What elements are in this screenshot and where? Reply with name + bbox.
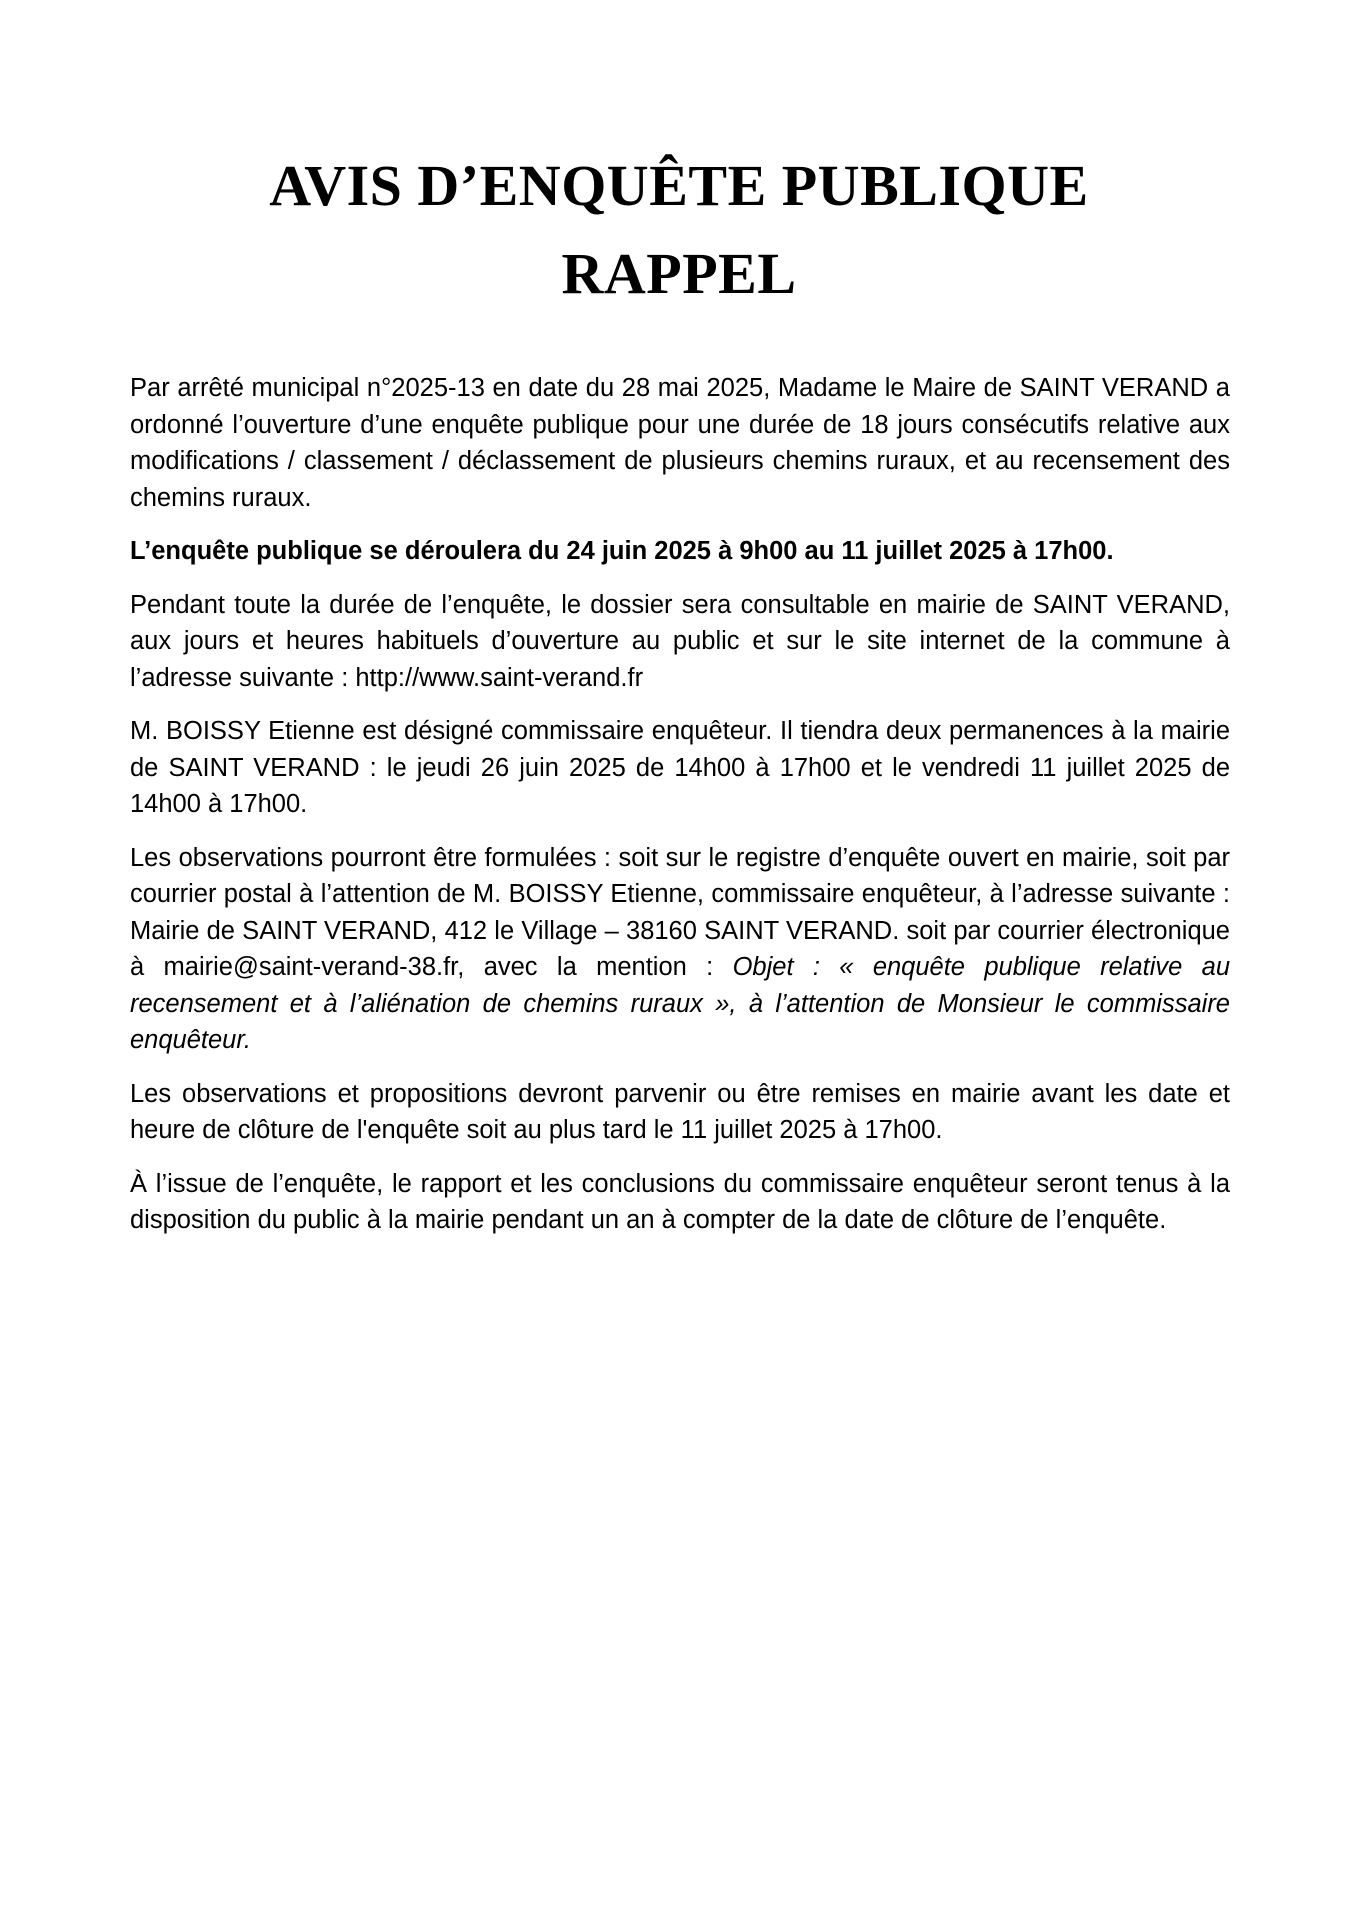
paragraph-inquiry-dates: L’enquête publique se déroulera du 24 juin 2025 à 9h00 au 11 juillet 2025 à 17h00. <box>130 537 1114 565</box>
paragraph-observations <box>130 840 1230 1059</box>
observations-text: Les observations pourront être formulées : soit sur le registre d’enquête ouvert en mairie, soit par courrier postal à l’attention de M. BOISSY Etienne, commissaire enquêteur, à l’adresse suivante : Mairie de SAINT VERAND, 412 le Village – 38160 SAINT VERAND. soit par courrier électronique à mairie@saint-verand-38.fr, avec la mention : <box>130 843 1230 981</box>
paragraph-decree: Par arrêté municipal n°2025-13 en date du 28 mai 2025, Madame le Maire de SAINT VERAND a ordonné l’ouverture d’une enquête publique pour une durée de 18 jours consécutifs relative aux modifications / classement / déclassement de plusieurs chemins ruraux, et au recensement des chemins ruraux. <box>130 374 1230 512</box>
title-line-2: RAPPEL <box>561 241 797 306</box>
notice-body <box>130 370 1230 1256</box>
observations-mention: Objet : « enquête publique relative au recensement et à l’aliénation de chemins ruraux », à l’attention de Monsieur le commissaire enquêteur. <box>130 953 1230 1054</box>
paragraph-commissioner: M. BOISSY Etienne est désigné commissaire enquêteur. Il tiendra deux permanences à la mairie de SAINT VERAND : le jeudi 26 juin 2025 de 14h00 à 17h00 et le vendredi 11 juillet 2025 de 14h00 à 17h00. <box>130 717 1230 818</box>
page-title <box>0 142 1358 318</box>
title-line-1: AVIS D’ENQUÊTE PUBLIQUE <box>269 153 1089 218</box>
paragraph-deadline: Les observations et propositions devront parvenir ou être remises en mairie avant les date et heure de clôture de l'enquête soit au plus tard le 11 juillet 2025 à 17h00. <box>130 1079 1230 1144</box>
paragraph-report: À l’issue de l’enquête, le rapport et les conclusions du commissaire enquêteur seront tenus à la disposition du public à la mairie pendant un an à compter de la date de clôture de l’enquête. <box>130 1169 1230 1234</box>
paragraph-consultation: Pendant toute la durée de l’enquête, le dossier sera consultable en mairie de SAINT VERAND, aux jours et heures habituels d’ouverture au public et sur le site internet de la commune à l’adresse suivante : http://www.saint-verand.fr <box>130 590 1230 692</box>
